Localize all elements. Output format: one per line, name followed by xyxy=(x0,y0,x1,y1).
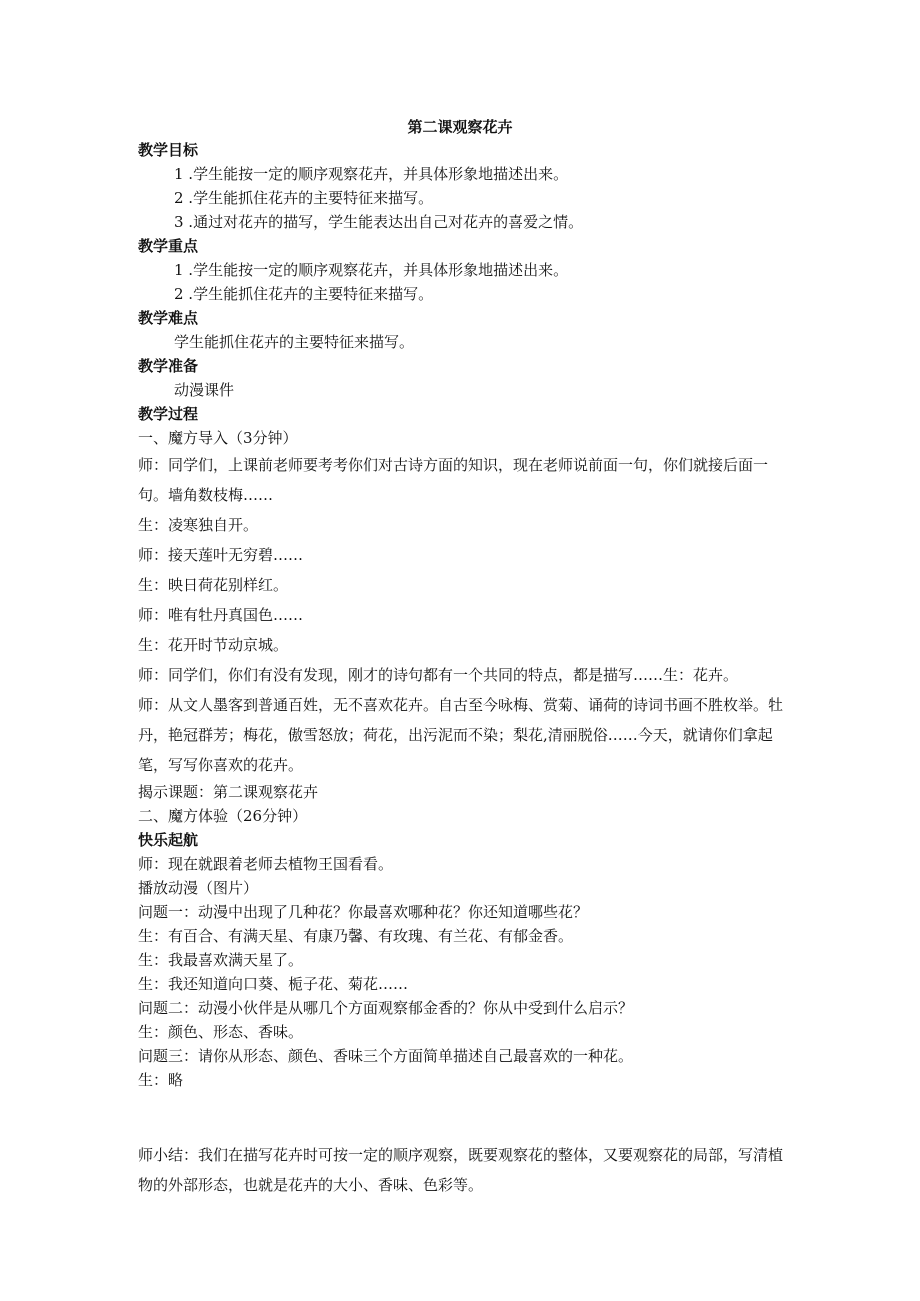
teacher-summary: 师小结：我们在描写花卉时可按一定的顺序观察，既要观察花的整体，又要观察花的局部，写清植物的外部形态，也就是花卉的大小、香味、色彩等。 xyxy=(138,1146,784,1194)
goal-item: 3 .通过对花卉的描写，学生能表达出自己对花卉的喜爱之情。 xyxy=(174,213,584,231)
dialogue-line: 问题一：动漫中出现了几种花？你最喜欢哪种花？你还知道哪些花？ xyxy=(138,903,589,921)
difficulty-text: 学生能抓住花卉的主要特征来描写。 xyxy=(174,333,415,351)
spacer xyxy=(138,1092,786,1140)
topic-reveal: 揭示课题：第二课观察花卉 xyxy=(138,783,319,801)
dialogue-line: 生：映日荷花别样红。 xyxy=(138,576,289,594)
dialogue-line: 师：现在就跟着老师去植物王国看看。 xyxy=(138,855,394,873)
dialogue-line: 生：凌寒独自开。 xyxy=(138,516,259,534)
goals-heading: 教学目标 xyxy=(138,141,199,159)
dialogue-line: 师：同学们，你们有没有发现，刚才的诗句都有一个共同的特点，都是描写……生：花卉。 xyxy=(138,666,739,684)
preparation-heading: 教学准备 xyxy=(138,357,199,375)
goal-item: 2 .学生能抓住花卉的主要特征来描写。 xyxy=(174,189,434,207)
process-heading: 教学过程 xyxy=(138,405,199,423)
dialogue-line: 师：同学们，上课前老师要考考你们对古诗方面的知识，现在老师说前面一句，你们就接后面一句。墙角数枝梅…… xyxy=(138,456,769,504)
dialogue-line: 问题二：动漫小伙伴是从哪几个方面观察郁金香的？你从中受到什么启示？ xyxy=(138,999,634,1017)
dialogue-line: 师：接天莲叶无穷碧…… xyxy=(138,546,304,564)
dialogue-line: 生：有百合、有满天星、有康乃馨、有玫瑰、有兰花、有郁金香。 xyxy=(138,927,574,945)
section-heading: 一、魔方导入（3分钟） xyxy=(138,429,298,447)
difficulty-heading: 教学难点 xyxy=(138,309,199,327)
document-body xyxy=(138,138,786,1200)
dialogue-line: 生：花开时节动京城。 xyxy=(138,636,289,654)
dialogue-line: 问题三：请你从形态、颜色、香味三个方面简单描述自己最喜欢的一种花。 xyxy=(138,1047,634,1065)
dialogue-line: 生：我最喜欢满天星了。 xyxy=(138,951,304,969)
dialogue-line: 生：我还知道向口葵、栀子花、菊花…… xyxy=(138,975,409,993)
goal-item: 1 .学生能按一定的顺序观察花卉，并具体形象地描述出来。 xyxy=(174,165,569,183)
key-point-item: 1 .学生能按一定的顺序观察花卉，并具体形象地描述出来。 xyxy=(174,261,569,279)
sub-heading: 快乐起航 xyxy=(138,831,199,849)
page-title: 第二课观察花卉 xyxy=(407,118,513,136)
preparation-text: 动漫课件 xyxy=(174,381,235,399)
dialogue-line: 生：颜色、形态、香味。 xyxy=(138,1023,304,1041)
key-point-item: 2 .学生能抓住花卉的主要特征来描写。 xyxy=(174,285,434,303)
section-heading: 二、魔方体验（26分钟） xyxy=(138,807,308,825)
key-points-heading: 教学重点 xyxy=(138,237,199,255)
dialogue-line: 师：从文人墨客到普通百姓，无不喜欢花卉。自古至今咏梅、赏菊、诵荷的诗词书画不胜枚举。牡丹，艳冠群芳；梅花，傲雪怒放；荷花，出污泥而不染；梨花,清丽脱俗……今天，就请你们拿起笔，写写你喜欢的花卉。 xyxy=(138,696,784,774)
dialogue-line: 播放动漫（图片） xyxy=(138,879,259,897)
dialogue-line: 生：略 xyxy=(138,1071,184,1089)
dialogue-line: 师：唯有牡丹真国色…… xyxy=(138,606,304,624)
